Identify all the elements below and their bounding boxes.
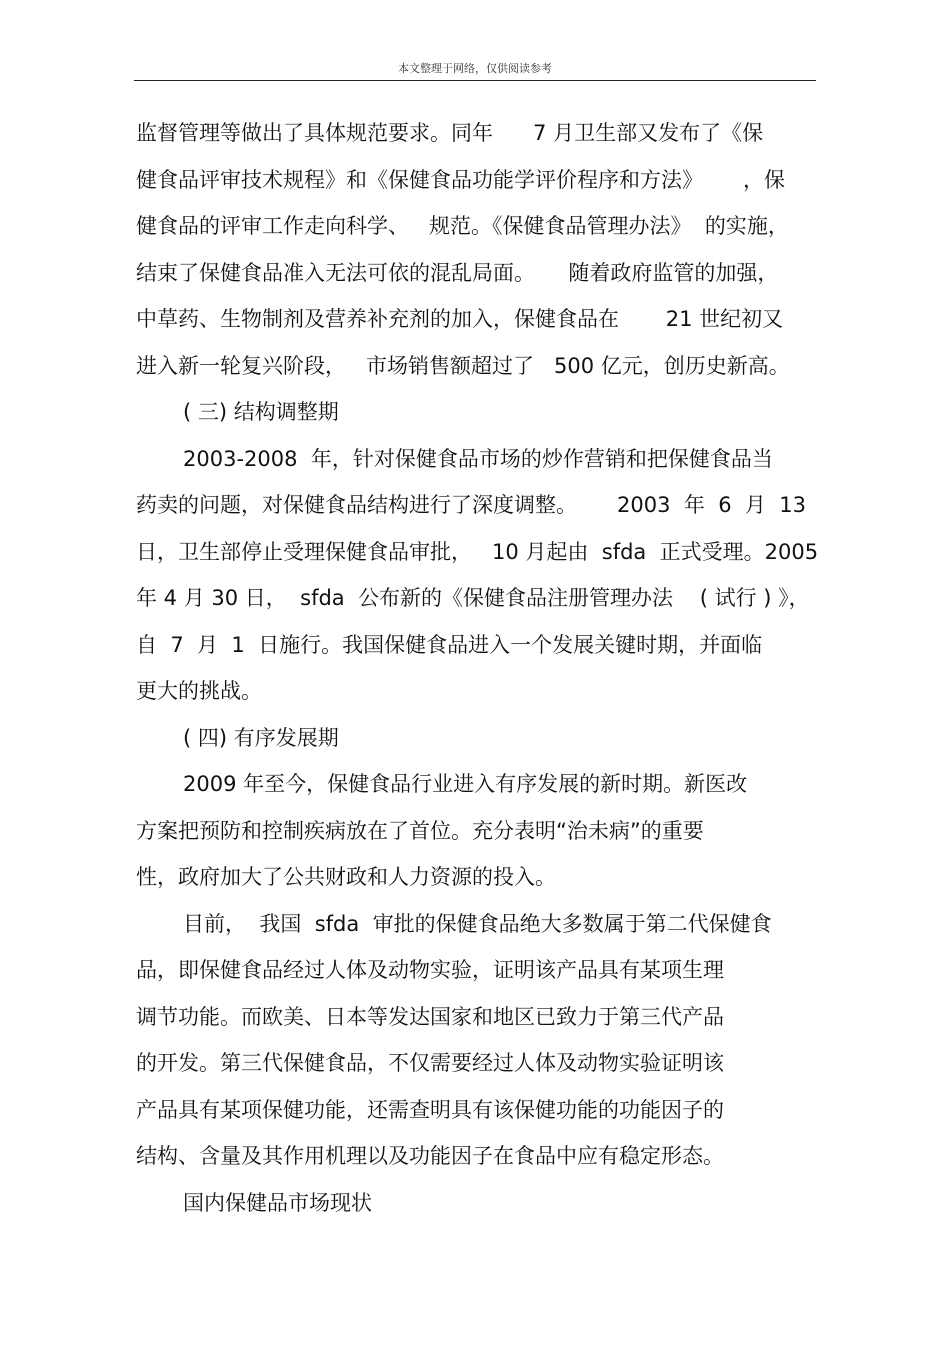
text-line: 方案把预防和控制疾病放在了首位。充分表明“治未病”的重要 [136,818,704,843]
text-line: 目前， 我国 sfda 审批的保健食品绝大多数属于第二代保健食 [183,911,772,936]
text-line: 结构、含量及其作用机理以及功能因子在食品中应有稳定形态。 [136,1144,724,1168]
section-heading: 国内保健品市场现状 [183,1190,372,1215]
text-line: 健食品的评审工作走向科学、 规范。《保健食品管理办法》 的实施， [136,214,789,238]
text-line: 2003-2008 年，针对保健食品市场的炒作营销和把保健食品当 [183,446,773,471]
text-line: 更大的挑战。 [136,679,262,703]
text-line: 自 7 月 1 日施行。我国保健食品进入一个发展关键时期，并面临 [136,632,763,657]
text-line: 年 4 月 30 日， sfda 公布新的《保健食品注册管理办法 ( 试行 ) 》， [136,586,810,610]
text-line: 健食品评审技术规程》和《保健食品功能学评价程序和方法》 ，保 [136,167,786,192]
text-line: 性，政府加大了公共财政和人力资源的投入。 [136,865,556,889]
page-header-text: 本文整理于网络，仅供阅读参考 [398,62,552,75]
section-heading: ( 三) 结构调整期 [183,400,339,424]
text-line: 监督管理等做出了具体规范要求。同年 7 月卫生部又发布了《保 [136,121,764,145]
text-line: 的开发。第三代保健食品，不仅需要经过人体及动物实验证明该 [136,1051,724,1075]
header-divider [134,80,816,81]
text-line: 品，即保健食品经过人体及动物实验，证明该产品具有某项生理 [136,958,724,982]
text-line: 产品具有某项保健功能，还需查明具有该保健功能的功能因子的 [136,1097,724,1122]
text-line: 中草药、生物制剂及营养补充剂的加入，保健食品在 21 世纪初又 [136,307,784,331]
text-line: 进入新一轮复兴阶段， 市场销售额超过了 500 亿元，创历史新高。 [136,353,790,378]
section-heading: ( 四) 有序发展期 [183,725,339,750]
document-body [136,110,818,1226]
text-line: 调节功能。而欧美、日本等发达国家和地区已致力于第三代产品 [136,1004,724,1029]
text-line: 药卖的问题，对保健食品结构进行了深度调整。 2003 年 6 月 13 [136,493,806,517]
text-line: 日，卫生部停止受理保健食品审批， 10 月起由 sfda 正式受理。2005 [136,539,818,564]
text-line: 结束了保健食品准入无法可依的混乱局面。 随着政府监管的加强， [136,260,779,285]
text-line: 2009 年至今，保健食品行业进入有序发展的新时期。新医改 [183,772,748,796]
